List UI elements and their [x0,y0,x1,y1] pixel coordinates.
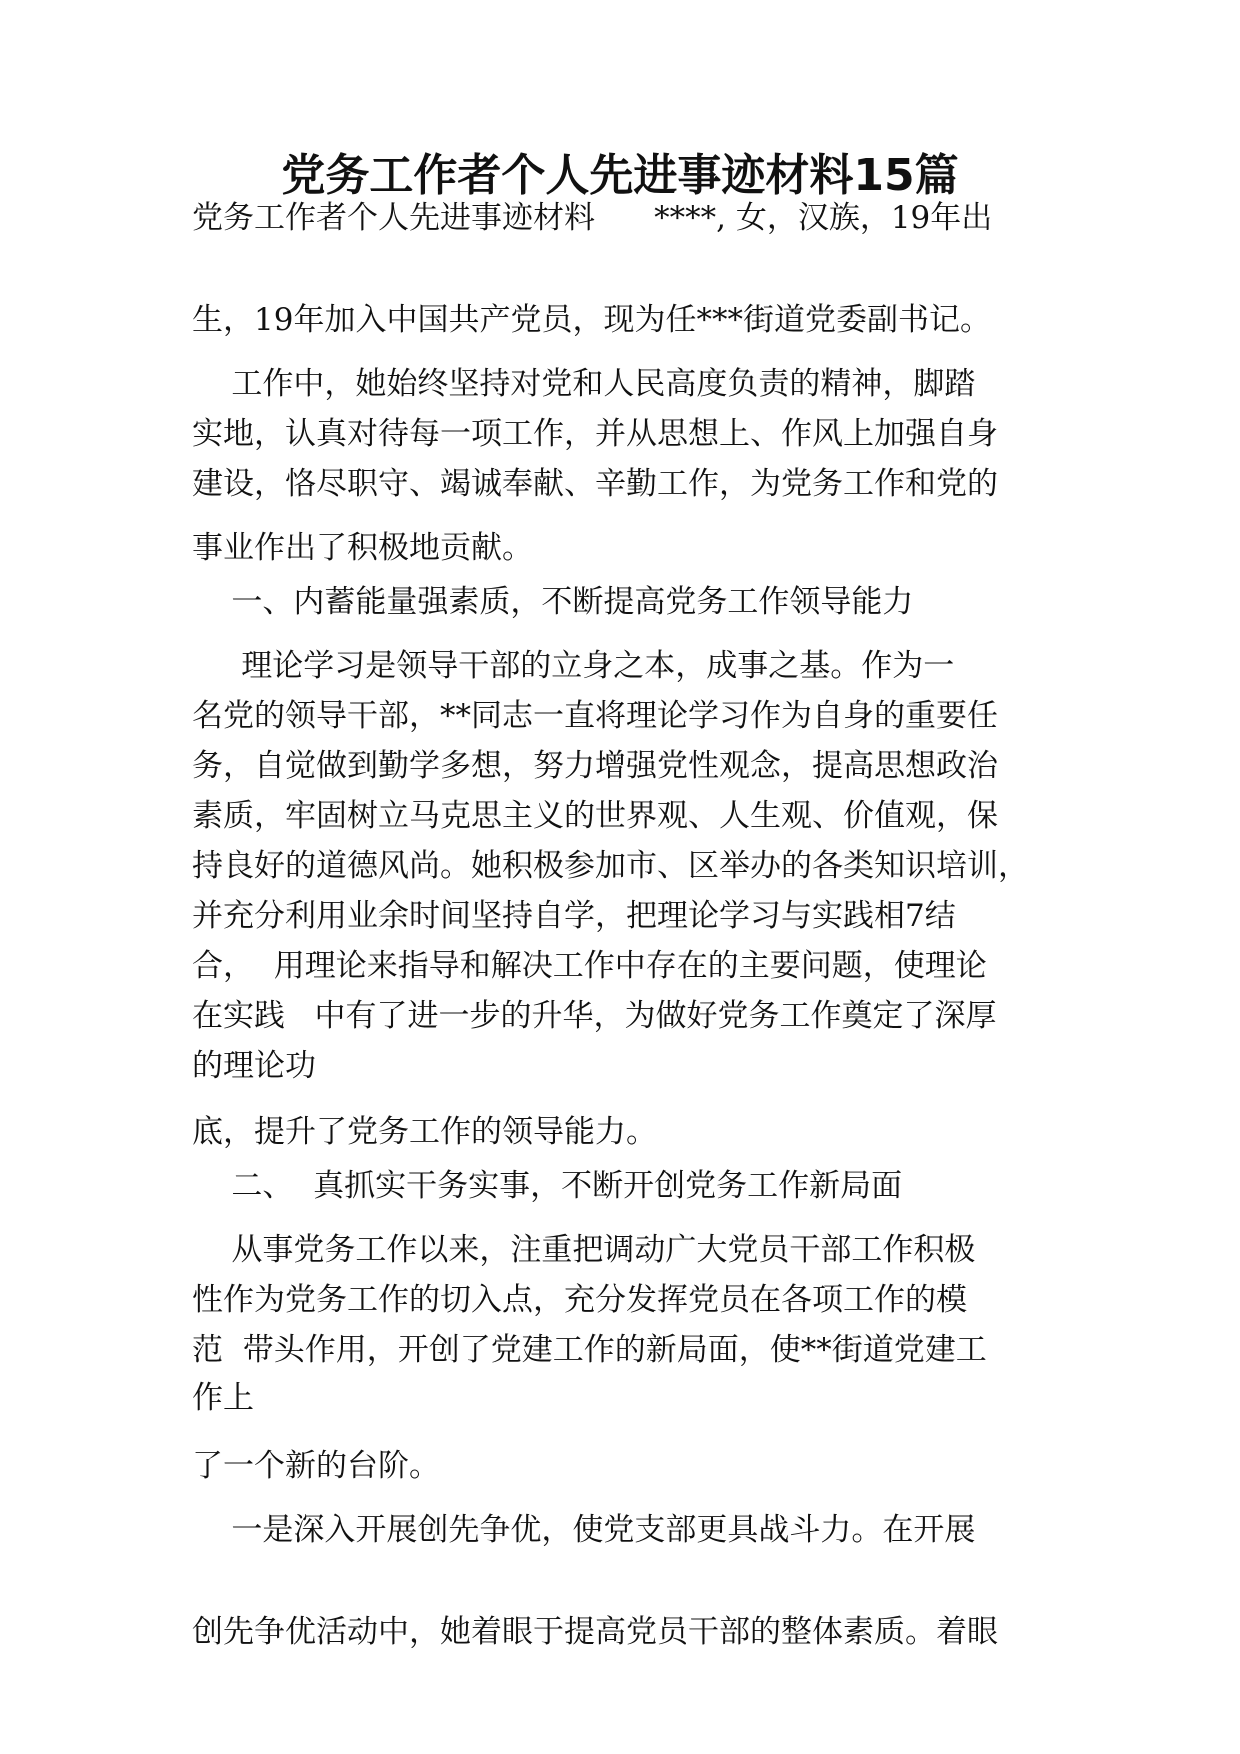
body-line: 名党的领导干部，**同志一直将理论学习作为自身的重要任 [192,698,998,734]
body-line: 建设，恪尽职守、竭诚奉献、辛勤工作，为党务工作和党的 [192,466,998,502]
body-line: 生，19年加入中国共产党员，现为任***街道党委副书记。 [192,302,991,338]
section-heading: 一、内蓄能量强素质，不断提高党务工作领导能力 [192,584,914,620]
body-line: 作上 [192,1380,254,1416]
body-line: 范 带头作用，开创了党建工作的新局面，使**街道党建工 [192,1332,987,1368]
body-line: 事业作出了积极地贡献。 [192,530,533,566]
section-heading: 二、 真抓实干务实事，不断开创党务工作新局面 [192,1168,903,1204]
body-line: 务，自觉做到勤学多想，努力增强党性观念，提高思想政治 [192,748,998,784]
body-line: 并充分利用业余时间坚持自学，把理论学习与实践相7结 [192,898,956,934]
body-line: 素质，牢固树立马克思主义的世界观、人生观、价值观，保 [192,798,998,834]
body-line: 工作中，她始终坚持对党和人民高度负责的精神，脚踏 [192,366,976,402]
body-line: 的理论功 [192,1048,316,1084]
body-line: 在实践 中有了进一步的升华，为做好党务工作奠定了深厚 [192,998,997,1034]
body-line: 从事党务工作以来，注重把调动广大党员干部工作积极 [192,1232,976,1268]
body-line: 创先争优活动中，她着眼于提高党员干部的整体素质。着眼 [192,1614,998,1650]
body-line: 实地，认真对待每一项工作，并从思想上、作风上加强自身 [192,416,998,452]
body-line: 一是深入开展创先争优，使党支部更具战斗力。在开展 [192,1512,976,1548]
body-line: 了一个新的台阶。 [192,1448,440,1484]
body-line: 性作为党务工作的切入点，充分发挥党员在各项工作的模 [192,1282,967,1318]
body-line: 合， 用理论来指导和解决工作中存在的主要问题，使理论 [192,948,987,984]
body-line: 底，提升了党务工作的领导能力。 [192,1114,657,1150]
body-line: 理论学习是领导干部的立身之本，成事之基。作为一 [192,648,955,684]
document-title: 党务工作者个人先进事迹材料15篇 [281,150,959,201]
body-line: 党务工作者个人先进事迹材料 ****, 女，汉族，19年出 [192,200,993,236]
body-line: 持良好的道德风尚。她积极参加市、区举办的各类知识培训， [192,848,1029,884]
